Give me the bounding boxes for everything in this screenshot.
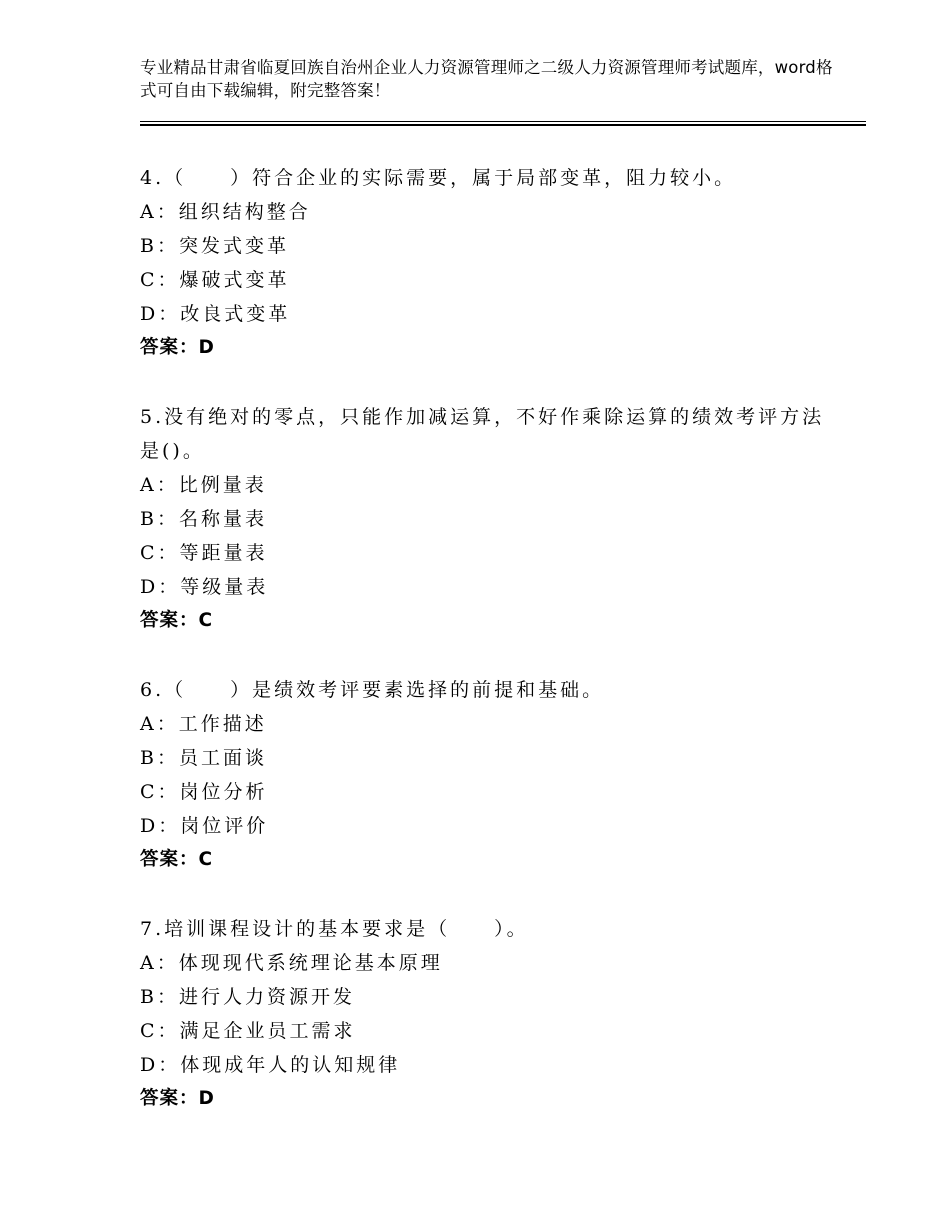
option-a: A：组织结构整合 — [140, 201, 311, 223]
header-rule-thick — [140, 124, 866, 126]
option-a: A：工作描述 — [140, 713, 267, 735]
question-stem: 6.（ ）是绩效考评要素选择的前提和基础。 — [140, 679, 605, 701]
option-c: C：岗位分析 — [140, 781, 268, 803]
question-4 — [140, 161, 840, 365]
question-stem: 7.培训课程设计的基本要求是（ ）。 — [140, 918, 529, 940]
question-5 — [140, 400, 840, 638]
answer-line: 答案：C — [140, 610, 214, 631]
question-stem: 4.（ ）符合企业的实际需要，属于局部变革，阻力较小。 — [140, 167, 737, 189]
document-header: 专业精品甘肃省临夏回族自治州企业人力资源管理师之二级人力资源管理师考试题库，word格式可自由下载编辑，附完整答案！ — [140, 58, 833, 100]
option-b: B：员工面谈 — [140, 747, 267, 769]
option-d: D：等级量表 — [140, 576, 269, 598]
answer-line: 答案：D — [140, 1088, 215, 1109]
question-7 — [140, 912, 840, 1116]
option-c: C：爆破式变革 — [140, 269, 290, 291]
question-6 — [140, 673, 840, 877]
option-d: D：岗位评价 — [140, 815, 269, 837]
option-b: B：名称量表 — [140, 508, 267, 530]
answer-line: 答案：C — [140, 849, 214, 870]
option-a: A：体现现代系统理论基本原理 — [140, 952, 443, 974]
option-b: B：进行人力资源开发 — [140, 986, 355, 1008]
option-d: D：体现成年人的认知规律 — [140, 1054, 401, 1076]
answer-line: 答案：D — [140, 337, 215, 358]
question-stem: 5.没有绝对的零点，只能作加减运算，不好作乘除运算的绩效考评方法是()。 — [140, 406, 825, 462]
option-c: C：满足企业员工需求 — [140, 1020, 356, 1042]
option-b: B：突发式变革 — [140, 235, 289, 257]
header-rule-thin — [140, 121, 866, 122]
option-d: D：改良式变革 — [140, 303, 291, 325]
option-a: A：比例量表 — [140, 474, 267, 496]
option-c: C：等距量表 — [140, 542, 268, 564]
